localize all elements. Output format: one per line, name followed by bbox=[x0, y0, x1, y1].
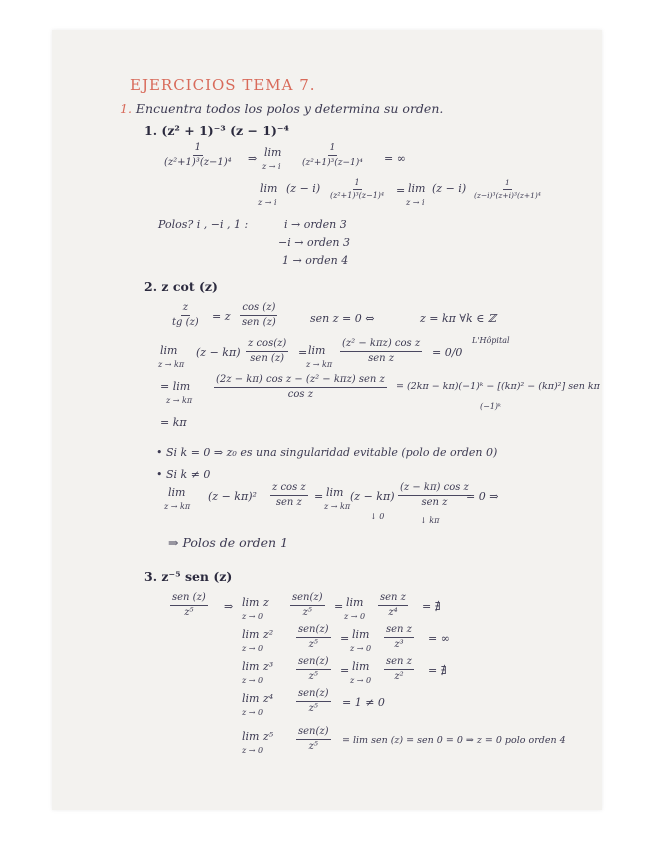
ex1-implies: ⇒ bbox=[248, 152, 258, 165]
ex2-lim-d-subscript: z → kπ bbox=[164, 502, 191, 511]
ex3-row3-denominator: z⁵ bbox=[308, 671, 318, 682]
ex2-lim-e-numerator: (z − kπ) cos z bbox=[398, 482, 471, 496]
ex3-row2-prefix: lim z² bbox=[242, 628, 274, 641]
ex3-row1-numerator2: sen z bbox=[378, 592, 408, 606]
ex2-result: = kπ bbox=[160, 416, 187, 429]
exercise-1-expression: (z² + 1)⁻³ (z − 1)⁻⁴ bbox=[161, 123, 289, 138]
ex3-row1-fraction bbox=[290, 592, 325, 619]
ex2-lim-a-denominator: sen (z) bbox=[250, 353, 285, 364]
ex1-pole-1: 1 → orden 4 bbox=[282, 254, 349, 267]
ex3-row1-result: = ∄ bbox=[422, 600, 441, 613]
ex2-lim-a-numerator: z cos(z) bbox=[246, 338, 288, 352]
ex2-lim-d-label: lim bbox=[168, 486, 186, 499]
ex3-row3-numerator: sen(z) bbox=[296, 656, 331, 670]
ex3-row3-numerator2: sen z bbox=[384, 656, 414, 670]
ex1-result-infinity: = ∞ bbox=[384, 152, 406, 165]
ex1-fraction-denominator: (z²+1)³(z−1)⁴ bbox=[164, 157, 232, 168]
ex1-lim3-subscript: z → i bbox=[406, 198, 425, 207]
ex3-row5-subscript: z → 0 bbox=[242, 746, 264, 755]
ex1-poles-label: Polos? i , −i , 1 : bbox=[158, 218, 249, 231]
ex2-rewrite-numerator: cos (z) bbox=[240, 302, 277, 316]
ex2-lim-d-fraction bbox=[270, 482, 308, 509]
ex2-lim-d-factor: (z − kπ)² bbox=[208, 490, 257, 503]
ex3-row3-prefix: lim z³ bbox=[242, 660, 274, 673]
ex2-f-denominator: tg (z) bbox=[172, 317, 199, 328]
ex3-row4-numerator: sen(z) bbox=[296, 688, 331, 702]
ex3-row2-denominator: z⁵ bbox=[308, 639, 318, 650]
ex3-row5-result: = lim sen (z) = sen 0 = 0 ⇒ z = 0 polo orden 4 bbox=[342, 735, 566, 746]
ex2-lim-c-rhs: = (2kπ − kπ)(−1)ᵏ − [(kπ)² − (kπ)²] sen kπ bbox=[396, 381, 600, 392]
ex2-lim-a-fraction bbox=[246, 338, 288, 365]
ex2-lim-b-subscript: z → kπ bbox=[306, 360, 333, 369]
ex1-lim3-numerator: 1 bbox=[503, 178, 512, 190]
ex3-row5-prefix: lim z⁵ bbox=[242, 730, 274, 743]
ex2-lim-b-equals: = bbox=[298, 346, 308, 359]
ex1-lim-denominator: (z²+1)³(z−1)⁴ bbox=[302, 158, 363, 168]
ex3-row1-denominator2: z⁴ bbox=[388, 607, 398, 618]
ex1-lim2-fraction bbox=[328, 178, 386, 201]
ex2-lim-e-equals: = bbox=[314, 490, 324, 503]
ex2-indeterminate: = 0/0 bbox=[432, 346, 463, 359]
ex2-lim-e-fraction bbox=[398, 482, 471, 509]
question-statement bbox=[120, 102, 443, 116]
ex3-f-numerator: sen (z) bbox=[170, 592, 208, 606]
ex2-lim-d-denominator: sen z bbox=[275, 497, 302, 508]
ex1-function-fraction bbox=[162, 142, 234, 169]
ex3-row3-result: = ∄ bbox=[428, 664, 447, 677]
ex2-lim-e-factor: (z − kπ) bbox=[350, 490, 395, 503]
ex3-f-denominator: z⁵ bbox=[184, 607, 194, 618]
ex1-lim-fraction bbox=[300, 142, 365, 169]
ex3-row3-subscript: z → 0 bbox=[242, 676, 264, 685]
ex2-conclusion: ⇒ Polos de orden 1 bbox=[168, 535, 289, 550]
ex1-lim2-label: lim bbox=[260, 182, 278, 195]
ex2-lim-e-label: lim bbox=[326, 486, 344, 499]
exercise-3-label: 3. bbox=[144, 569, 158, 584]
ex2-lim-a-subscript: z → kπ bbox=[158, 360, 185, 369]
ex2-f-fraction bbox=[170, 302, 201, 329]
ex1-lim-numerator: 1 bbox=[328, 142, 338, 156]
ex2-lim-d-numerator: z cos z bbox=[270, 482, 308, 496]
ex3-row2-numerator2: sen z bbox=[384, 624, 414, 638]
ex3-row4-denominator: z⁵ bbox=[308, 703, 318, 714]
ex3-row5-numerator: sen(z) bbox=[296, 726, 331, 740]
ex3-row3-lim2: lim bbox=[352, 660, 370, 673]
ex2-zeros-solution: z = kπ ∀k ∈ ℤ bbox=[420, 312, 496, 325]
ex2-lim-c-word: lim bbox=[172, 380, 191, 393]
ex1-lim2-subscript: z → i bbox=[258, 198, 277, 207]
ex3-row1-equals: = bbox=[334, 600, 344, 613]
ex3-row3-denominator2: z² bbox=[394, 671, 404, 682]
ex1-lim-subscript: z → i bbox=[262, 162, 281, 171]
ex3-row1-subscript: z → 0 bbox=[242, 612, 264, 621]
ex3-row4-result: = 1 ≠ 0 bbox=[342, 696, 385, 709]
ex3-row3-subscript2: z → 0 bbox=[350, 676, 372, 685]
ex2-lim-c-rhs-denominator: (−1)ᵏ bbox=[480, 402, 501, 411]
ex2-lim-c-numerator: (2z − kπ) cos z − (z² − kπz) sen z bbox=[214, 374, 387, 388]
ex2-lim-b-denominator: sen z bbox=[368, 353, 395, 364]
notebook-page bbox=[52, 30, 602, 810]
ex1-pole-i: i → orden 3 bbox=[284, 218, 347, 231]
ex3-row1-denominator: z⁵ bbox=[302, 607, 312, 618]
ex2-arrow-kpi: ↓ kπ bbox=[420, 516, 440, 525]
ex3-row3-equals: = bbox=[340, 664, 350, 677]
exercise-3-expression: z⁻⁵ sen (z) bbox=[161, 569, 233, 584]
ex3-row2-equals: = bbox=[340, 632, 350, 645]
ex3-row4-fraction bbox=[296, 688, 331, 715]
ex1-lim3-denominator: (z−i)³(z+i)³(z+1)⁴ bbox=[474, 191, 541, 200]
ex3-row3-fraction2 bbox=[384, 656, 414, 683]
ex3-row2-denominator2: z³ bbox=[394, 639, 404, 650]
exercise-3-heading bbox=[144, 570, 232, 584]
ex1-lim3-label: lim bbox=[408, 182, 426, 195]
exercise-2-heading bbox=[144, 280, 218, 294]
ex1-lim3-factor: (z − i) bbox=[432, 182, 467, 195]
question-number: 1. bbox=[120, 101, 132, 116]
ex2-lim-b-fraction bbox=[340, 338, 422, 365]
ex2-lim-c-fraction bbox=[214, 374, 387, 401]
ex2-rewrite-eq: = z bbox=[212, 310, 231, 323]
ex1-lim-label: lim bbox=[264, 146, 282, 159]
ex2-lim-e-result: = 0 ⇒ bbox=[466, 490, 499, 503]
ex1-lim2-factor: (z − i) bbox=[286, 182, 321, 195]
ex3-row2-result: = ∞ bbox=[428, 632, 450, 645]
ex3-row1-fraction2 bbox=[378, 592, 408, 619]
ex3-row1-subscript2: z → 0 bbox=[344, 612, 366, 621]
ex2-arrow-zero: ↓ 0 bbox=[370, 512, 385, 521]
ex3-row2-lim2: lim bbox=[352, 628, 370, 641]
ex1-fraction-numerator: 1 bbox=[193, 142, 203, 156]
ex3-row1-prefix: lim z bbox=[242, 596, 269, 609]
ex2-lim-a-label: lim bbox=[160, 344, 178, 357]
ex3-row4-subscript: z → 0 bbox=[242, 708, 264, 717]
ex2-zeros-condition: sen z = 0 ⇔ bbox=[310, 312, 375, 325]
ex3-row1-numerator: sen(z) bbox=[290, 592, 325, 606]
ex2-rewrite-denominator: sen (z) bbox=[242, 317, 276, 328]
ex3-row1-lim2: lim bbox=[346, 596, 364, 609]
ex3-row3-fraction bbox=[296, 656, 331, 683]
ex3-row4-prefix: lim z⁴ bbox=[242, 692, 274, 705]
ex3-row2-subscript2: z → 0 bbox=[350, 644, 372, 653]
ex3-f-fraction bbox=[170, 592, 208, 619]
ex3-row2-fraction bbox=[296, 624, 331, 651]
ex2-lim-e-subscript: z → kπ bbox=[324, 502, 351, 511]
ex3-row2-subscript: z → 0 bbox=[242, 644, 264, 653]
ex3-row5-fraction bbox=[296, 726, 331, 753]
ex2-lim-c-subscript: z → kπ bbox=[166, 396, 193, 405]
exercise-2-expression: z cot (z) bbox=[161, 279, 218, 294]
exercise-2-label: 2. bbox=[144, 279, 158, 294]
ex2-case-k-zero: • Si k = 0 ⇒ z₀ es una singularidad evitable (polo de orden 0) bbox=[156, 446, 498, 459]
ex1-lim2-denominator: (z²+1)³(z−1)⁴ bbox=[330, 191, 385, 200]
ex3-row2-numerator: sen(z) bbox=[296, 624, 331, 638]
ex1-pole-minus-i: −i → orden 3 bbox=[278, 236, 350, 249]
question-text: Encuentra todos los polos y determina su orden. bbox=[135, 101, 444, 116]
ex2-lim-c-equals: = bbox=[160, 380, 170, 393]
ex2-case-k-nonzero: • Si k ≠ 0 bbox=[156, 468, 211, 481]
ex2-rewrite-fraction bbox=[240, 302, 278, 329]
ex2-lim-b-numerator: (z² − kπz) cos z bbox=[340, 338, 422, 352]
ex1-lim2-numerator: 1 bbox=[353, 178, 362, 190]
ex2-lim-c-denominator: cos z bbox=[287, 389, 313, 400]
ex1-lim3-fraction bbox=[472, 178, 543, 201]
exercise-1-heading bbox=[144, 124, 289, 138]
ex3-row2-fraction2 bbox=[384, 624, 414, 651]
ex2-lim-b-label: lim bbox=[308, 344, 326, 357]
ex1-lim3-equals: = bbox=[396, 184, 406, 197]
ex2-lim-e-denominator: sen z bbox=[421, 497, 448, 508]
ex2-lim-a-factor: (z − kπ) bbox=[196, 346, 241, 359]
ex3-row5-denominator: z⁵ bbox=[308, 741, 318, 752]
ex3-implies: ⇒ bbox=[224, 600, 234, 613]
exercise-1-label: 1. bbox=[144, 123, 158, 138]
ex2-lim-c-label bbox=[160, 380, 190, 394]
ex2-f-numerator: z bbox=[181, 302, 190, 316]
page-title: EJERCICIOS TEMA 7. bbox=[130, 76, 316, 94]
ex2-lhopital-note: L'Hôpital bbox=[472, 336, 510, 345]
